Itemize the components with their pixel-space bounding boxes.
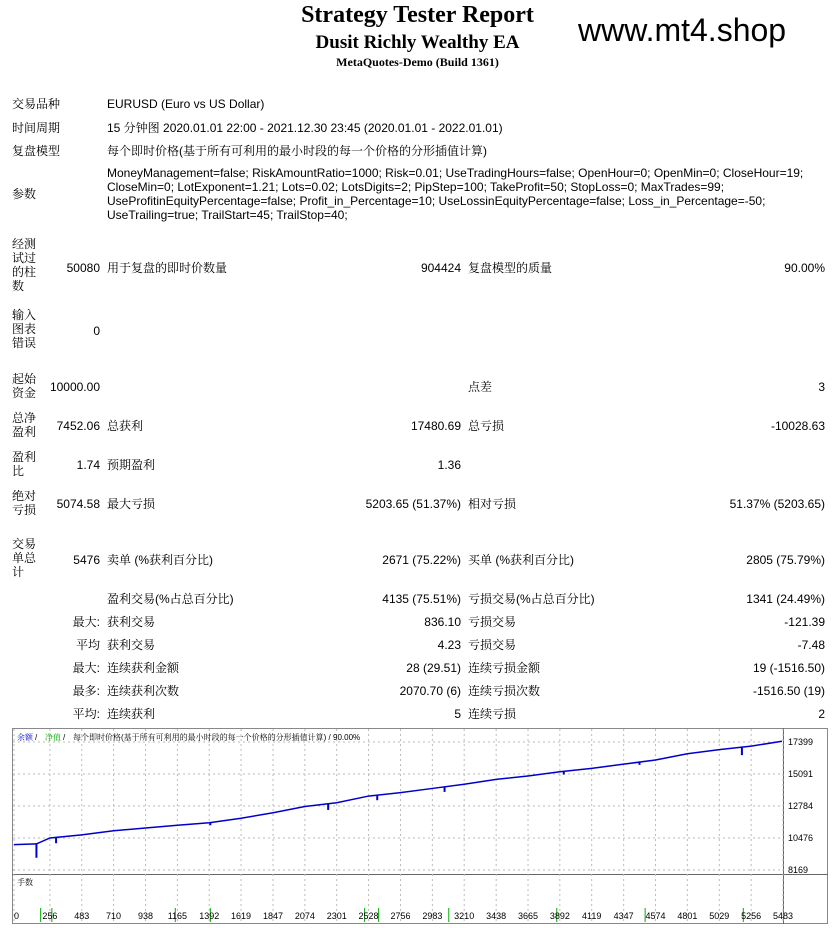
x-tick-label: 1165 — [167, 911, 188, 921]
x-tick-label: 1847 — [263, 911, 284, 921]
avgcons-win-value: 5 — [454, 707, 461, 721]
errors-value: 0 — [93, 324, 100, 338]
gross-loss-label: 总亏损 — [468, 419, 505, 433]
ea-name: Dusit Richly Wealthy EA — [315, 32, 520, 53]
maxcons-loss-label: 连续亏损金额 — [468, 661, 541, 675]
quality-value: 90.00% — [784, 261, 825, 275]
bars-value: 50080 — [66, 261, 100, 275]
x-tick-label: 2074 — [294, 911, 315, 921]
report-title: Strategy Tester Report — [301, 2, 534, 28]
max-dd-value: 5203.65 (51.37%) — [365, 497, 461, 511]
model-label: 复盘模型 — [12, 144, 61, 158]
legend-sep: / — [63, 733, 66, 742]
ticks-value: 904424 — [420, 261, 461, 275]
rel-dd-label: 相对亏损 — [468, 497, 517, 511]
net-value: 7452.06 — [56, 419, 100, 433]
gross-loss-value: -10028.63 — [770, 419, 825, 433]
largest-win-label: 获利交易 — [107, 615, 156, 629]
volume-label: 手数 — [17, 878, 33, 887]
quality-label: 复盘模型的质量 — [468, 261, 553, 275]
site-watermark: www.mt4.shop — [578, 12, 787, 48]
mostcons-loss-value: -1516.50 (19) — [752, 684, 825, 698]
x-tick-label: 3665 — [517, 911, 539, 921]
x-tick-label: 1619 — [231, 911, 252, 921]
largest-win-value: 836.10 — [424, 615, 461, 629]
y-tick-label: 10476 — [788, 833, 814, 844]
largest-label: 最大: — [72, 615, 100, 629]
abs-dd-label: 绝对亏损 — [12, 489, 37, 517]
gross-profit-value: 17480.69 — [410, 419, 461, 433]
most-label: 最多: — [72, 684, 100, 698]
x-tick-label: 3892 — [549, 911, 570, 921]
gross-profit-label: 总获利 — [107, 419, 144, 433]
average-label: 平均 — [75, 638, 100, 652]
x-tick-label: 938 — [138, 911, 154, 921]
x-tick-label: 3210 — [454, 911, 475, 921]
ticks-label: 用于复盘的即时价数量 — [107, 261, 228, 275]
errors-label: 输入图表错误 — [12, 308, 37, 350]
deposit-label: 起始资金 — [12, 372, 37, 400]
model-value: 每个即时价格(基于所有可利用的最小时段的每一个价格的分形插值计算) — [107, 144, 487, 158]
maxcons-win-label: 连续获利金额 — [107, 661, 180, 675]
spread-label: 点差 — [468, 380, 493, 394]
maxcons-loss-value: 19 (-1516.50) — [752, 661, 825, 675]
y-tick-label: 8169 — [788, 865, 809, 875]
win-label: 盈利交易(%占总百分比) — [107, 592, 234, 606]
y-tick-label: 15091 — [788, 769, 814, 780]
build-info: MetaQuotes-Demo (Build 1361) — [336, 55, 499, 69]
x-tick-label: 4347 — [613, 911, 634, 921]
x-tick-label: 5256 — [741, 911, 762, 921]
maxcons-label: 最大: — [72, 661, 100, 675]
avg-loss-label: 亏损交易 — [468, 638, 517, 652]
legend-entry: 余额 — [17, 733, 33, 742]
avg-win-value: 4.23 — [437, 638, 461, 652]
symbol-value: EURUSD (Euro vs US Dollar) — [107, 97, 265, 111]
long-label: 买单 (%获利百分比) — [468, 553, 574, 567]
x-tick-label: 0 — [14, 911, 20, 921]
params-value: MoneyManagement=false; RiskAmountRatio=1000; Risk=0.01; UseTradingHours=false; OpenHour=0; OpenMin=0; CloseHour=19; CloseMin=0; LotExponent=1.21; Lots=0.02; LotsDigits=2; PipStep=100; TakeProfit=50; StopLoss=0; MaxTrades=99; UseProfitinEquityPercentage=false; Profit_in_Percentage=10; UseLossinEquityPercentage=false; Loss_in_Percentage=-50; UseTrailing=true; TrailStart=45; TrailStop=40; — [107, 166, 804, 222]
x-tick-label: 2301 — [326, 911, 347, 921]
lose-label: 亏损交易(%占总百分比) — [468, 592, 595, 606]
x-tick-label: 256 — [42, 911, 58, 921]
x-tick-label: 4801 — [677, 911, 698, 921]
x-tick-label: 1392 — [199, 911, 220, 921]
y-tick-label: 12784 — [788, 801, 814, 811]
mostcons-win-label: 连续获利次数 — [107, 684, 180, 698]
symbol-label: 交易品种 — [12, 97, 61, 111]
maxcons-win-value: 28 (29.51) — [406, 661, 461, 675]
deposit-value: 10000.00 — [49, 380, 100, 394]
period-label: 时间周期 — [12, 121, 61, 135]
avg-loss-value: -7.48 — [797, 638, 825, 652]
x-tick-label: 2983 — [422, 911, 443, 921]
trades-value: 5476 — [73, 553, 100, 567]
x-tick-label: 4119 — [582, 911, 602, 921]
legend-entry: 每个即时价格(基于所有可利用的最小时段的每一个价格的分形插值计算) / 90.00% — [73, 733, 361, 742]
avgcons-loss-value: 2 — [818, 707, 825, 721]
trades-label: 交易单总计 — [12, 537, 37, 579]
x-tick-label: 2528 — [358, 911, 379, 921]
x-tick-label: 710 — [106, 911, 122, 921]
pf-value: 1.74 — [76, 458, 100, 472]
max-dd-label: 最大亏损 — [107, 497, 156, 511]
avgcons-win-label: 连续获利 — [107, 707, 156, 721]
lose-value: 1341 (24.49%) — [746, 592, 825, 606]
x-tick-label: 483 — [74, 911, 90, 921]
y-tick-label: 17399 — [788, 737, 814, 747]
x-tick-label: 5029 — [709, 911, 730, 921]
largest-loss-label: 亏损交易 — [468, 615, 517, 629]
mostcons-win-value: 2070.70 (6) — [399, 684, 461, 698]
win-value: 4135 (75.51%) — [382, 592, 461, 606]
bars-label: 经测试过的柱数 — [12, 237, 37, 293]
largest-loss-value: -121.39 — [784, 615, 825, 629]
avgcons-loss-label: 连续亏损 — [468, 707, 517, 721]
x-tick-label: 5483 — [772, 911, 793, 921]
pf-label: 盈利比 — [12, 450, 37, 478]
x-tick-label: 3438 — [486, 911, 507, 921]
params-label: 参数 — [12, 187, 37, 201]
period-value: 15 分钟图 2020.01.01 22:00 - 2021.12.30 23:45 (2020.01.01 - 2022.01.01) — [107, 121, 503, 135]
x-tick-label: 2756 — [390, 911, 411, 921]
payoff-label: 预期盈利 — [107, 458, 156, 472]
payoff-value: 1.36 — [437, 458, 461, 472]
balance-chart — [12, 728, 828, 924]
chart-frame — [13, 729, 828, 924]
mostcons-loss-label: 连续亏损次数 — [468, 684, 541, 698]
spread-value: 3 — [818, 380, 825, 394]
x-tick-label: 4574 — [645, 911, 666, 921]
legend-sep: / — [35, 733, 38, 742]
short-label: 卖单 (%获利百分比) — [107, 553, 213, 567]
avg-win-label: 获利交易 — [107, 638, 156, 652]
abs-dd-value: 5074.58 — [56, 497, 100, 511]
x-axis — [0, 908, 835, 922]
rel-dd-value: 51.37% (5203.65) — [729, 497, 825, 511]
long-value: 2805 (75.79%) — [746, 553, 825, 567]
short-value: 2671 (75.22%) — [382, 553, 461, 567]
legend-entry: 净值 — [45, 733, 61, 742]
avgcons-label: 平均: — [72, 707, 100, 721]
net-label: 总净盈利 — [12, 411, 37, 439]
